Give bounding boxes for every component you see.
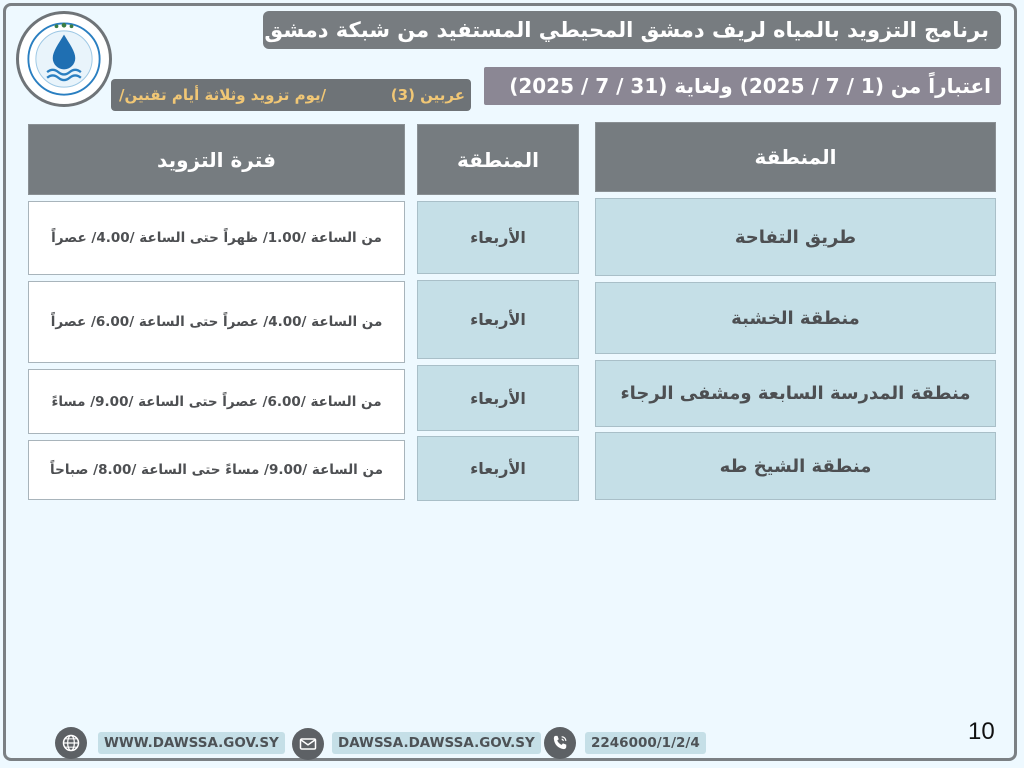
email-icon bbox=[292, 728, 324, 760]
table-row-region: منطقة الشيخ طه bbox=[595, 432, 996, 500]
page-title: برنامج التزويد بالمياه لريف دمشق المحيطي المستفيد من شبكة دمشق bbox=[263, 11, 1001, 49]
table-row-region: طريق التفاحة bbox=[595, 198, 996, 276]
table-row-period: من الساعة /6.00/ عصراً حتى الساعة /9.00/ مساءً bbox=[28, 369, 405, 434]
table-row-region: منطقة الخشبة bbox=[595, 282, 996, 354]
website-link[interactable]: WWW.DAWSSA.GOV.SY bbox=[98, 732, 285, 754]
table-row-day: الأربعاء bbox=[417, 436, 579, 501]
table-row-period: من الساعة /1.00/ ظهراً حتى الساعة /4.00/ عصراً bbox=[28, 201, 405, 275]
column-header-day: المنطقة bbox=[417, 124, 579, 195]
globe-icon bbox=[55, 727, 87, 759]
email-link[interactable]: DAWSSA.DAWSSA.GOV.SY bbox=[332, 732, 541, 754]
table-row-day: الأربعاء bbox=[417, 280, 579, 359]
table-row-period: من الساعة /4.00/ عصراً حتى الساعة /6.00/ عصراً bbox=[28, 281, 405, 363]
phone-number: 2246000/1/2/4 bbox=[585, 732, 706, 754]
column-header-period: فترة التزويد bbox=[28, 124, 405, 195]
page-number: 10 bbox=[968, 718, 995, 745]
column-header-region: المنطقة bbox=[595, 122, 996, 192]
table-row-day: الأربعاء bbox=[417, 201, 579, 274]
validity-period: اعتباراً من (1 / 7 / 2025) ولغاية (31 / 7 / 2025) bbox=[484, 67, 1001, 105]
organization-logo bbox=[16, 11, 112, 107]
table-row-region: منطقة المدرسة السابعة ومشفى الرجاء bbox=[595, 360, 996, 427]
table-row-day: الأربعاء bbox=[417, 365, 579, 431]
area-tag bbox=[111, 79, 471, 111]
area-name: عربين (3) bbox=[390, 86, 465, 104]
schedule-note: /يوم تزويد وثلاثة أيام تقنين/ bbox=[119, 86, 327, 104]
table-row-period: من الساعة /9.00/ مساءً حتى الساعة /8.00/ صباحاً bbox=[28, 440, 405, 500]
phone-icon bbox=[544, 727, 576, 759]
water-drop-emblem-icon bbox=[19, 14, 109, 104]
